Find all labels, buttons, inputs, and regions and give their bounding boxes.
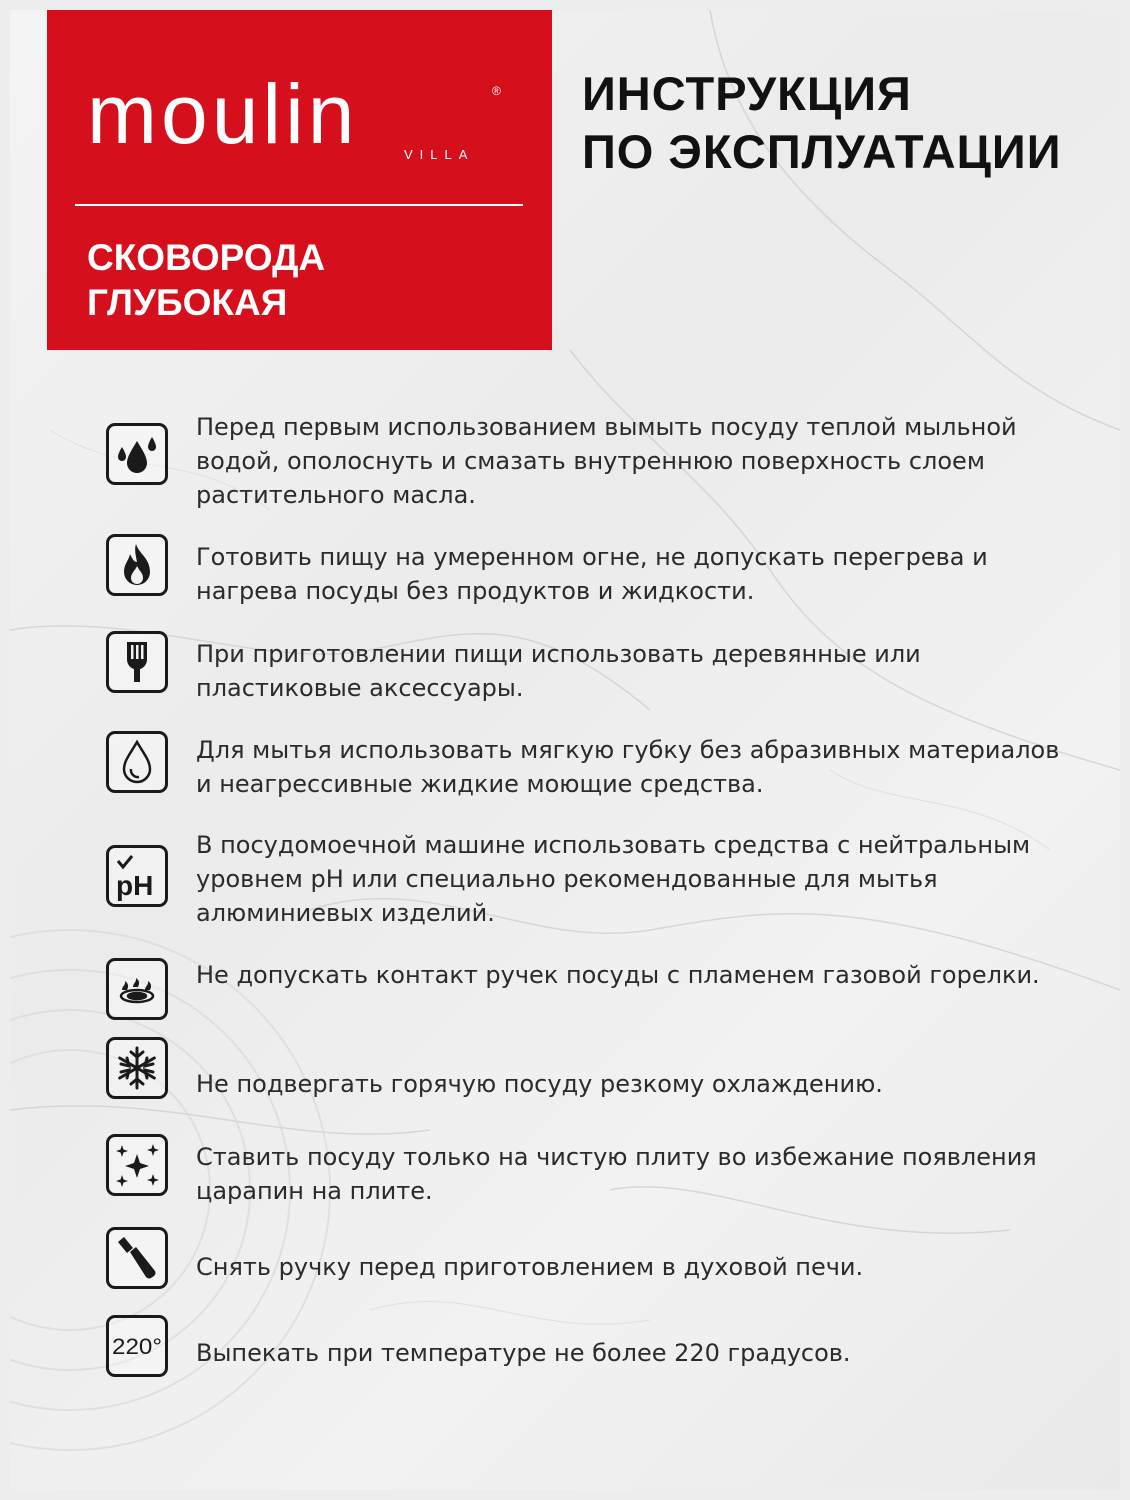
flame-icon bbox=[106, 534, 168, 596]
title-line-2: ПО ЭКСПЛУАТАЦИИ bbox=[582, 125, 1062, 178]
instruction-text: Не подвергать горячую посуду резкому охлаждению. bbox=[196, 1070, 883, 1098]
soap-drop-icon bbox=[106, 731, 168, 793]
brand-block bbox=[47, 10, 552, 350]
instruction-text: Ставить посуду только на чистую плиту во избежание появления царапин на плите. bbox=[196, 1143, 1037, 1205]
instruction-sheet bbox=[10, 10, 1120, 1490]
temperature-220-icon bbox=[106, 1315, 168, 1377]
brand-divider bbox=[75, 204, 523, 206]
water-drops-icon bbox=[106, 423, 168, 485]
product-name bbox=[87, 235, 325, 325]
brand-logo: moulin bbox=[87, 67, 359, 161]
product-line-2: ГЛУБОКАЯ bbox=[87, 282, 288, 323]
handle-icon bbox=[106, 1227, 168, 1289]
instruction-text: В посудомоечной машине использовать средства с нейтральным уровнем pH или специально рекомендованные для мытья алюминиевых изделий. bbox=[196, 831, 1031, 927]
product-line-1: СКОВОРОДА bbox=[87, 237, 326, 278]
instruction-text: Перед первым использованием вымыть посуду теплой мыльной водой, ополоснуть и смазать внутреннюю поверхность слоем растительного масла. bbox=[196, 413, 1017, 509]
spatula-icon bbox=[106, 631, 168, 693]
instruction-text: Готовить пищу на умеренном огне, не допускать перегрева и нагрева посуды без продуктов и жидкости. bbox=[196, 543, 988, 605]
instruction-text: Не допускать контакт ручек посуды с пламенем газовой горелки. bbox=[196, 961, 1040, 989]
sparkles-icon bbox=[106, 1134, 168, 1196]
temperature-icon-label: 220° bbox=[112, 1334, 162, 1359]
brand-subtitle: VILLA bbox=[404, 147, 475, 162]
instruction-text: Снять ручку перед приготовлением в духовой печи. bbox=[196, 1253, 864, 1281]
title-line-1: ИНСТРУКЦИЯ bbox=[582, 67, 912, 120]
instruction-text: При приготовлении пищи использовать деревянные или пластиковые аксессуары. bbox=[196, 640, 921, 702]
page-title bbox=[582, 65, 1062, 181]
ph-icon-label: pH bbox=[116, 870, 154, 901]
snowflake-icon bbox=[106, 1037, 168, 1099]
instruction-text: Для мытья использовать мягкую губку без абразивных материалов и неагрессивные жидкие моющие средства. bbox=[196, 736, 1060, 798]
ph-icon bbox=[106, 845, 168, 907]
instruction-text: Выпекать при температуре не более 220 градусов. bbox=[196, 1339, 851, 1367]
gas-burner-icon bbox=[106, 958, 168, 1020]
registered-mark: ® bbox=[492, 84, 501, 98]
